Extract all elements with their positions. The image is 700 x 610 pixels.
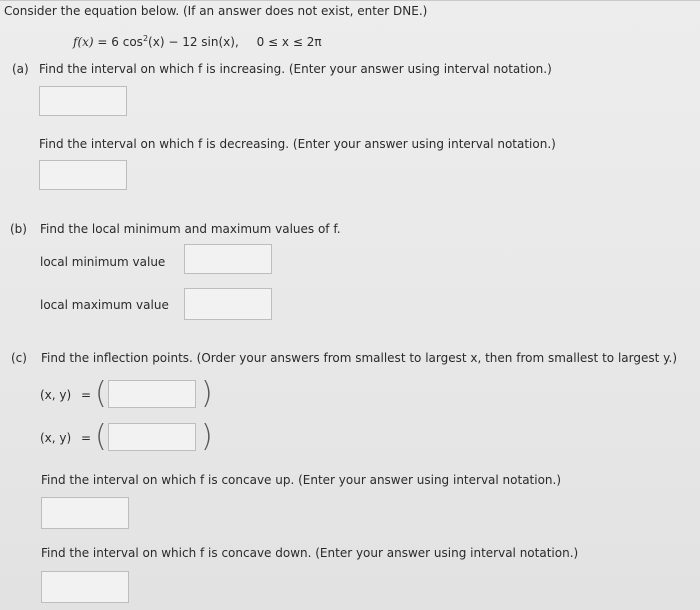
- part-b-question: Find the local minimum and maximum values of f.: [40, 222, 341, 236]
- equation-term1: 6 cos: [111, 35, 143, 49]
- part-b-label: (b): [10, 222, 27, 236]
- equation-exponent: 2: [142, 34, 149, 43]
- decreasing-interval-input[interactable]: [39, 160, 127, 190]
- intro-text: Consider the equation below. (If an answer does not exist, enter DNE.): [4, 4, 428, 18]
- equation-term2: 12 sin(x),: [182, 35, 239, 49]
- equation-minus: −: [168, 35, 179, 49]
- inflection-point-2-label: [40, 431, 91, 445]
- inflection-point-2-input[interactable]: [108, 423, 196, 451]
- equation-equals: =: [97, 35, 108, 49]
- equation-term1b: (x): [148, 35, 165, 49]
- part-c-label: (c): [11, 351, 27, 365]
- local-max-label: local maximum value: [40, 298, 169, 312]
- part-a-label: (a): [12, 62, 29, 76]
- inflection-point-1-input[interactable]: [108, 380, 196, 408]
- concave-down-question: Find the interval on which f is concave down. (Enter your answer using interval notation.): [41, 546, 579, 560]
- concave-up-question: Find the interval on which f is concave up. (Enter your answer using interval notation.): [41, 473, 562, 487]
- inflection-point-1-label: [40, 388, 91, 402]
- equation-fx: f(x): [73, 35, 94, 49]
- concave-up-input[interactable]: [41, 497, 129, 529]
- part-c-question: Find the inflection points. (Order your answers from smallest to largest x, then from smallest to largest y.): [41, 351, 678, 365]
- close-paren: ): [201, 419, 213, 454]
- local-min-label: local minimum value: [40, 255, 166, 269]
- equals-sign: =: [81, 388, 92, 402]
- open-paren: (: [95, 419, 107, 454]
- increasing-interval-input[interactable]: [39, 86, 127, 116]
- part-a-question-decreasing: Find the interval on which f is decreasing. (Enter your answer using interval notation.): [39, 137, 556, 151]
- open-paren: (: [95, 376, 107, 411]
- equation-domain: 0 ≤ x ≤ 2π: [256, 35, 322, 49]
- xy-label: (x, y): [40, 388, 72, 402]
- top-border: [0, 0, 700, 1]
- part-a-question-increasing: Find the interval on which f is increasing. (Enter your answer using interval notation.): [39, 62, 552, 76]
- local-max-input[interactable]: [184, 288, 272, 320]
- equation: [73, 34, 322, 49]
- equals-sign: =: [81, 431, 92, 445]
- close-paren: ): [201, 376, 213, 411]
- local-min-input[interactable]: [184, 244, 272, 274]
- concave-down-input[interactable]: [41, 571, 129, 603]
- xy-label: (x, y): [40, 431, 72, 445]
